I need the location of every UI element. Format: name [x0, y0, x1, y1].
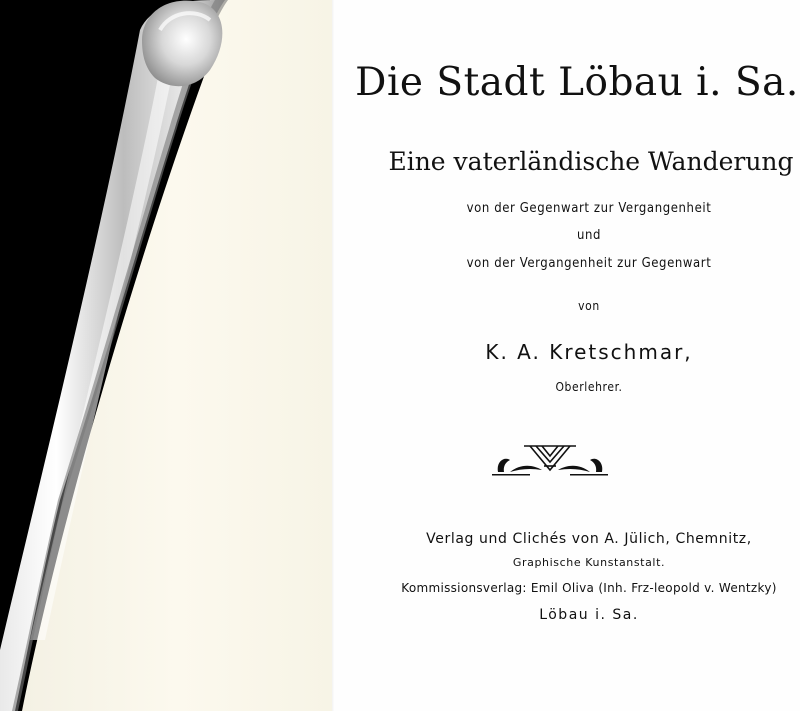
page-curl-icon[interactable]	[0, 0, 332, 711]
subtitle-line-3: von der Vergangenheit zur Gegenwart	[466, 256, 712, 271]
publisher-line: Verlag und Clichés von A. Jülich, Chemnitz,	[426, 531, 752, 547]
place-line: Löbau i. Sa.	[539, 607, 639, 623]
author-role: Oberlehrer.	[555, 380, 623, 394]
subtitle-line-1: von der Gegenwart zur Vergangenheit	[466, 201, 712, 216]
subtitle-line-2: und	[576, 228, 602, 243]
left-page-curl[interactable]	[0, 0, 332, 711]
author-name: K. A. Kretschmar,	[485, 340, 693, 364]
book-title: Die Stadt Löbau i. Sa.	[355, 60, 799, 105]
commission-line: Kommissionsverlag: Emil Oliva (Inh. Frz-leopold v. Wentzky)	[401, 581, 777, 595]
book-subtitle: Eine vaterländische Wanderung	[388, 147, 794, 176]
publisher-description: Graphische Kunstanstalt.	[512, 556, 666, 569]
by-line: von	[578, 299, 600, 313]
title-page-content	[330, 0, 800, 711]
art-nouveau-ornament-icon	[490, 438, 610, 480]
